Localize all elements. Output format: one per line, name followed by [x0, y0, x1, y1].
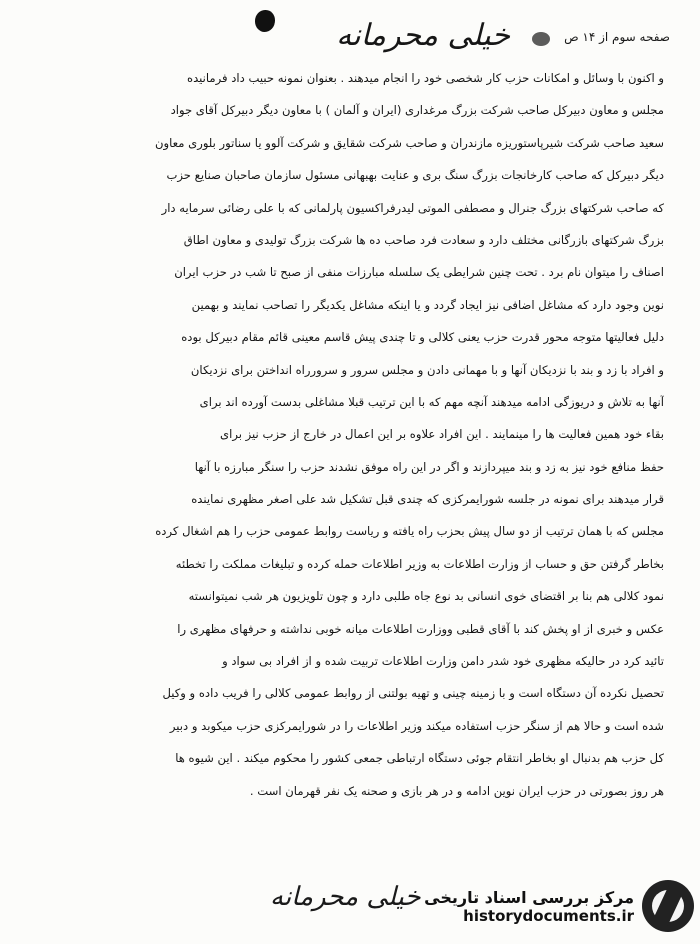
document-line: تحصیل نکرده آن دستگاه است و با زمینه چینی و تهیه بولتنی از روابط عمومی کلالی را فریب داده و وکیل [162, 686, 664, 701]
document-line: بخاطر گرفتن حق و حساب از وزارت اطلاعات به وزیر اطلاعات حمله کرده و تبلیغات مملکت را تخطئه [175, 556, 664, 571]
classification-stamp: خیلی محرمانه [336, 18, 510, 53]
document-line: آنها به تلاش و دریوزگی ادامه میدهند آنچه مهم که با این ترتیب قبلا مشاغلی بدست آورده اند برای [199, 394, 664, 409]
document-line: دیگر دبیرکل که صاحب کارخانجات بزرگ سنگ بری و عنایت بهبهانی مسئول سازمان صاحبان صنایع حزب [166, 168, 664, 183]
document-line: سعید صاحب شرکت شیرپاستوریزه مازندران و صاحب شرکت شقایق و شرکت آلوو یا سناتور بلوری معاون [155, 135, 664, 150]
document-line: و افراد با زد و بند با نزدیکان آنها و با مهمانی دادن و مجلس سرور و سرورراه انداختن برای نزدیکان [190, 362, 664, 377]
document-line: که صاحب شرکتهای بزرگ جنرال و مصطفی الموتی لیدرفراکسیون پارلمانی که با علی رضائی سرمایه دار [161, 200, 664, 215]
document-line: مجلس و معاون دبیرکل صاحب شرکت بزرگ مرغداری (ایران و آلمان ) با معاون دیگر دبیرکل آقای جواد [170, 103, 664, 118]
document-line: بقاء خود همین فعالیت ها را مینمایند . این افراد علاوه بر این اعمال در خارج از حزب نیز برای [220, 427, 664, 442]
watermark-text [424, 888, 634, 925]
document-line: نمود کلالی هم بنا بر اقتضای خوی انسانی بد نوع جاه طلبی دارد و چون تلویزیون هر شب نمیتوانسته [188, 589, 664, 604]
document-line: مجلس که با همان ترتیب از دو سال پیش بحزب راه یافته و ریاست روابط عمومی حزب را هم اشغال کرده [155, 524, 664, 539]
document-line: نوین وجود دارد که مشاغل اضافی نیز ایجاد گردد و یا اینکه مشاغل یکدیگر را تصاحب نمایند و بهمین [191, 297, 664, 312]
document-body [38, 62, 664, 807]
document-line: دلیل فعالیتها متوجه محور قدرت حزب یعنی کلالی و تا چندی پیش قاسم معینی قائم مقام دبیرکل بوده [181, 330, 664, 345]
page-number: صفحه سوم از ۱۴ ص [564, 30, 670, 44]
document-line: هر روز بصورتی در حزب ایران نوین ادامه و در هر بازی و صحنه یک نفر قهرمان است . [249, 783, 664, 798]
document-line: شده است و حالا هم از سنگر حزب استفاده میکند وزیر اطلاعات را در شورایمرکزی حزب میکوبد و دبیر [169, 718, 664, 733]
document-header [30, 6, 670, 58]
document-line: حفظ منافع خود نیز به زد و بند میپردازند و اگر در این راه موفق نشدند حزب را سنگر مبارزه با آنها [194, 459, 664, 474]
document-line: بزرگ شرکتهای بازرگانی مختلف دارد و سعادت فرد صاحب ده ها شرکت بزرگ تولیدی و معاون اطاق [183, 232, 664, 247]
document-line: کل حزب هم بدنبال او بخاطر انتقام جوئی دستگاه ارتباطی جمعی کشور را محکوم میکند . این شیوه ها [175, 751, 664, 766]
closing-classification-stamp: خیلی محرمانه [270, 882, 421, 912]
document-line: عکس و خبری از او پخش کند با آقای قطبی ووزارت اطلاعات میانه خوبی نداشته و حرفهای مظهری را [177, 621, 664, 636]
ink-blot [532, 32, 550, 46]
document-line: تائید کرد در حالیکه مظهری خود شدر دامن وزارت اطلاعات تربیت شده و از افراد بی سواد و [222, 654, 664, 669]
document-line: و اکنون با وسائل و امکانات حزب کار شخصی خود را انجام میدهند . بعنوان نمونه حبیب داد فرمانیده [187, 71, 664, 85]
watermark [402, 874, 694, 938]
watermark-title: مرکز بررسی اسناد تاریخی [424, 887, 634, 907]
document-line: قرار میدهند برای نمونه در جلسه شورایمرکزی که چندی قبل تشکیل شد علی اصغر مظهری نماینده [191, 492, 664, 507]
watermark-url: historydocuments.ir [463, 906, 634, 925]
document-line: اصناف را میتوان نام برد . تحت چنین شرایطی یک سلسله مبارزات منفی از صبح تا شب در حزب ایران [174, 265, 664, 280]
ink-blot [255, 10, 275, 32]
archive-logo-icon [642, 880, 694, 932]
